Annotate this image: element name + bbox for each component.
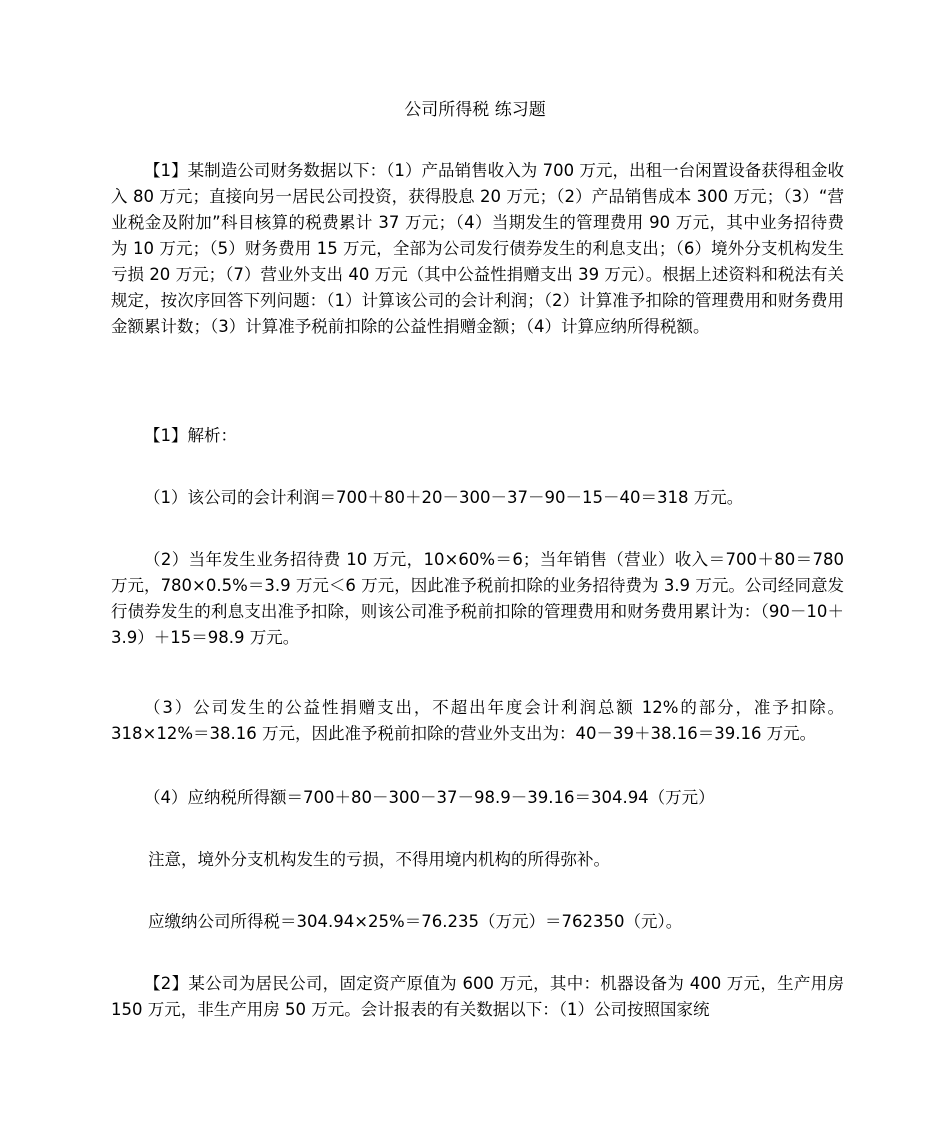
- question-2-paragraph: 【2】某公司为居民公司，固定资产原值为 600 万元，其中：机器设备为 400 万元，生产用房 150 万元，非生产用房 50 万元。会计报表的有关数据以下：（1）公司按照国家统: [111, 974, 844, 1019]
- page-title: 公司所得税 练习题: [404, 100, 546, 120]
- answer-1-tax-result: 应缴纳公司所得税＝304.94×25%＝76.235（万元）＝762350（元）。: [148, 912, 683, 931]
- answer-1-step-4: （4）应纳税所得额＝700＋80－300－37－98.9－39.16＝304.94（万元）: [144, 788, 715, 807]
- question-1-paragraph: 【1】某制造公司财务数据以下：（1）产品销售收入为 700 万元，出租一台闲置设备获得租金收入 80 万元；直接向另一居民公司投资，获得股息 20 万元；（2）产品销售成本 300 万元；（3）“营业税金及附加”科目核算的税费累计 37 万元；（4）当期发生的管理费用 90 万元，其中业务招待费为 10 万元；（5）财务费用 15 万元，全部为公司发行债券发生的利息支出；（6）境外分支机构发生亏损 20 万元；（7）营业外支出 40 万元（其中公益性捐赠支出 39 万元）。根据上述资料和税法有关规定，按次序回答下列问题：（1）计算该公司的会计利润；（2）计算准予扣除的管理费用和财务费用金额累计数；（3）计算准予税前扣除的公益性捐赠金额；（4）计算应纳所得税额。: [111, 161, 844, 336]
- answer-1-heading: 【1】解析：: [144, 426, 237, 445]
- answer-1-note: 注意，境外分支机构发生的亏损，不得用境内机构的所得弥补。: [148, 850, 610, 869]
- answer-1-step-2: （2）当年发生业务招待费 10 万元，10×60%＝6；当年销售（营业）收入＝700＋80＝780 万元，780×0.5%＝3.9 万元＜6 万元，因此准予税前扣除的业务招待费为 3.9 万元。公司经同意发行债券发生的利息支出准予扣除，则该公司准予税前扣除的管理费用和财务费用累计为：（90－10＋3.9）＋15＝98.9 万元。: [111, 550, 844, 647]
- answer-1-step-1: （1）该公司的会计利润＝700＋80＋20－300－37－90－15－40＝318 万元。: [144, 488, 744, 507]
- answer-1-step-3: （3）公司发生的公益性捐赠支出，不超出年度会计利润总额 12%的部分，准予扣除。318×12%＝38.16 万元，因此准予税前扣除的营业外支出为：40－39＋38.16＝39.16 万元。: [111, 698, 844, 743]
